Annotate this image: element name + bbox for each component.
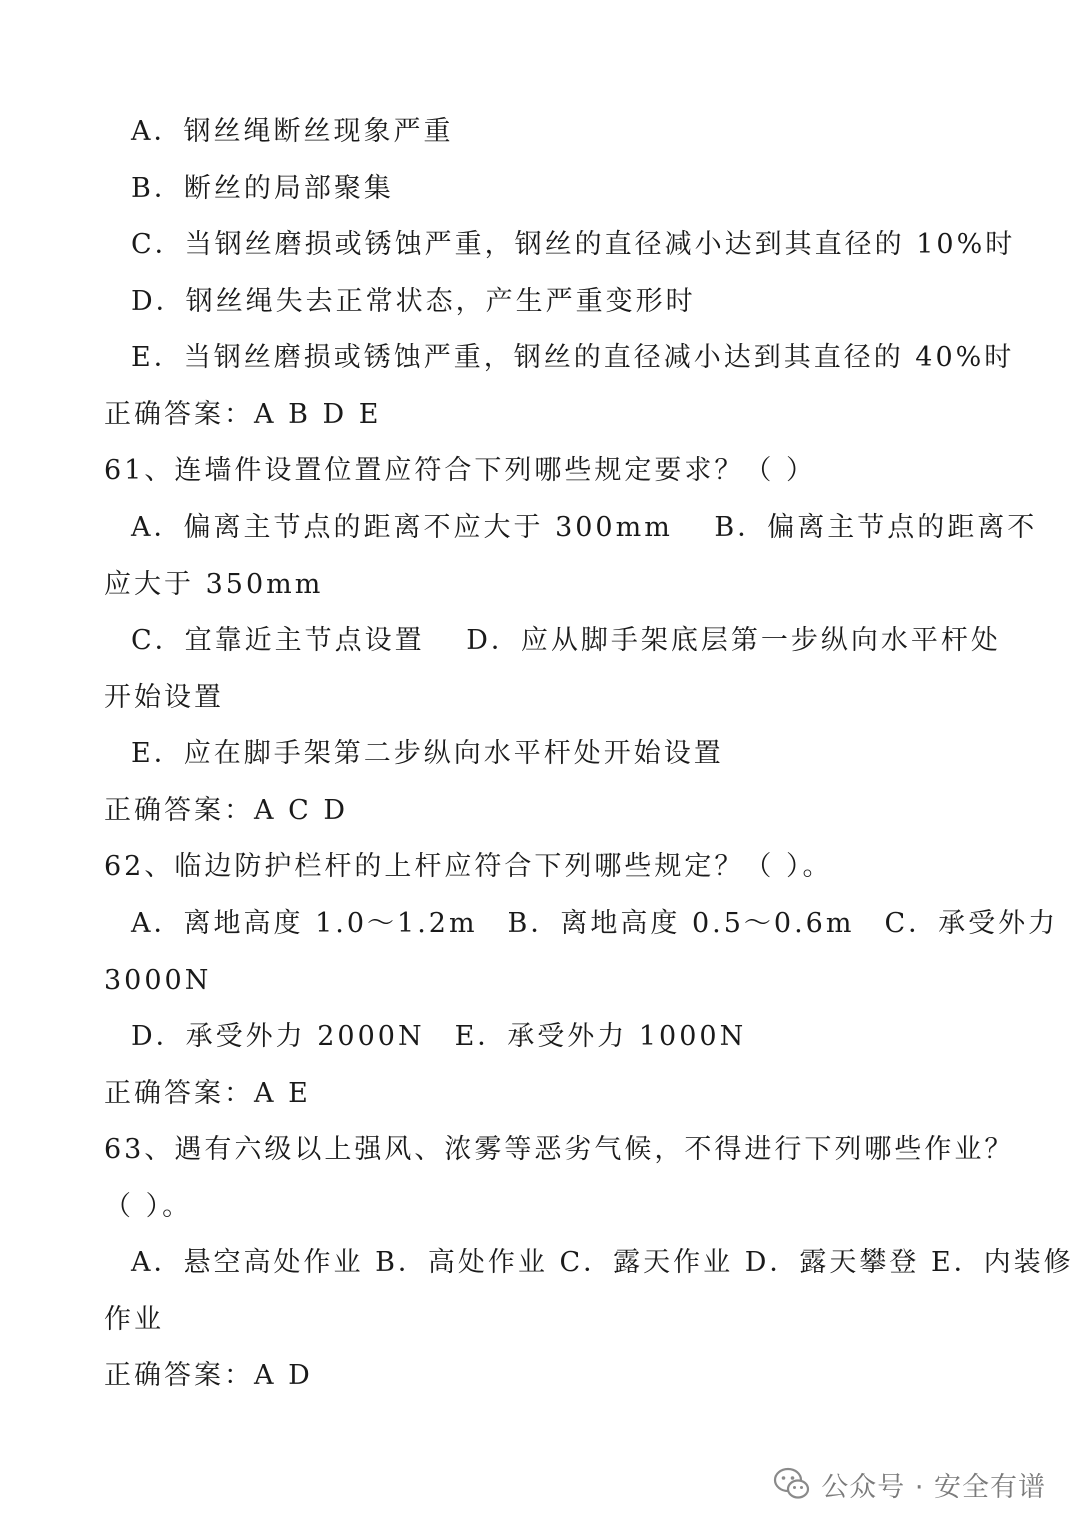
- options-ab-q61-cont: 应大于 350mm: [104, 569, 324, 600]
- question-63-cont: （ ）。: [104, 1191, 193, 1222]
- option-a-q60: A．钢丝绳断丝现象严重: [131, 116, 454, 147]
- options-q63: A．悬空高处作业 B．高处作业 C．露天作业 D．露天攀登 E．内装修: [131, 1247, 1074, 1278]
- option-c-q60: C．当钢丝磨损或锈蚀严重，钢丝的直径减小达到其直径的 10%时: [131, 229, 1016, 260]
- answer-q62: 正确答案：A E: [104, 1078, 311, 1109]
- options-ab-q61: A．偏离主节点的距离不应大于 300mm B．偏离主节点的距离不: [131, 512, 1038, 543]
- answer-q61: 正确答案：A C D: [104, 795, 348, 826]
- options-de-q62: D．承受外力 2000N E．承受外力 1000N: [131, 1021, 747, 1052]
- options-abc-q62-cont: 3000N: [104, 965, 212, 996]
- question-62: 62、临边防护栏杆的上杆应符合下列哪些规定？（ ）。: [104, 851, 833, 882]
- options-abc-q62: A．离地高度 1.0～1.2m B．离地高度 0.5～0.6m C．承受外力: [131, 908, 1059, 939]
- option-d-q60: D．钢丝绳失去正常状态，产生严重变形时: [131, 286, 696, 317]
- options-cd-q61: C．宜靠近主节点设置 D．应从脚手架底层第一步纵向水平杆处: [131, 625, 1001, 656]
- answer-q63: 正确答案：A D: [104, 1360, 313, 1391]
- option-e-q61: E．应在脚手架第二步纵向水平杆处开始设置: [131, 738, 724, 769]
- question-63: 63、遇有六级以上强风、浓雾等恶劣气候，不得进行下列哪些作业？: [104, 1134, 1015, 1165]
- question-61: 61、连墙件设置位置应符合下列哪些规定要求？（ ）: [104, 455, 816, 486]
- option-e-q60: E．当钢丝磨损或锈蚀严重，钢丝的直径减小达到其直径的 40%时: [131, 342, 1015, 373]
- option-b-q60: B．断丝的局部聚集: [131, 173, 394, 204]
- answer-q60: 正确答案：A B D E: [104, 399, 382, 430]
- options-q63-cont: 作业: [104, 1304, 164, 1335]
- watermark-text: 公众号 · 安全有谱: [821, 1471, 1046, 1503]
- wechat-icon: [773, 1467, 811, 1501]
- options-cd-q61-cont: 开始设置: [104, 682, 224, 713]
- watermark: [773, 1462, 1046, 1506]
